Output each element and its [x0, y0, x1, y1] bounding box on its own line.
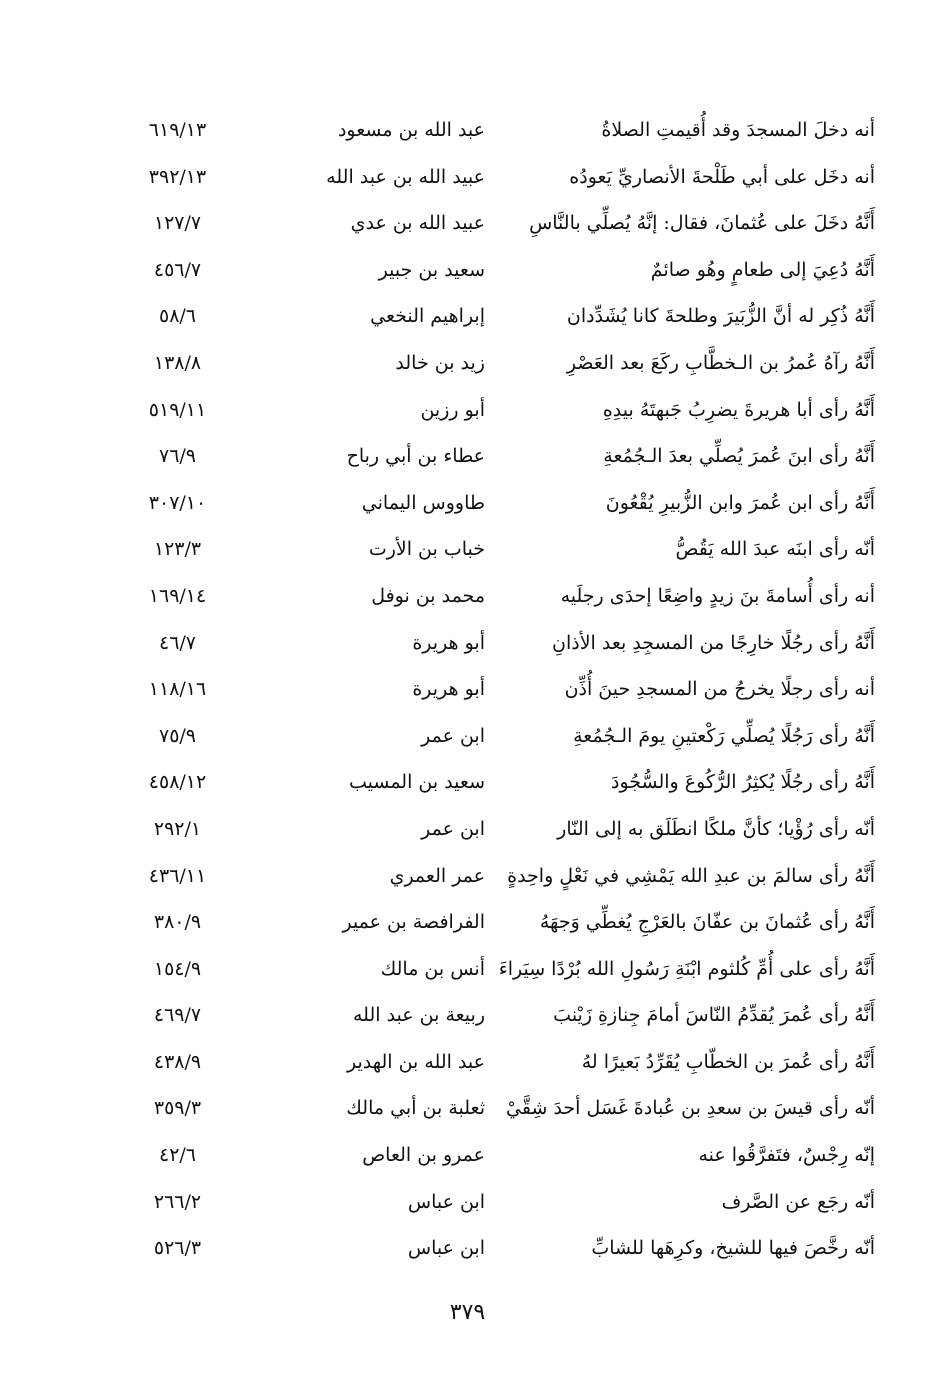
- volume-page-reference: ٤٥٦/٧: [153, 258, 202, 281]
- hadith-text: أَنَّهُ رأى رَجُلًا يُصلِّي رَكْعتينِ يومَ الـجُمُعةِ: [573, 724, 875, 747]
- narrator-name: ابن عباس: [407, 1190, 485, 1213]
- hadith-text: أَنَّهُ رآهُ عُمرُ بن الـخطَّابِ ركَعَ بعد العَصْرِ: [566, 351, 875, 374]
- hadith-text: أنه رأى أُسامةَ بنَ زيدٍ واضِعًا إحدَى رجلَيه: [560, 584, 875, 607]
- index-row: [120, 526, 875, 573]
- volume-page-reference: ٣٠٧/١٠: [148, 491, 207, 514]
- volume-page-reference: ١٣٨/٨: [153, 351, 202, 374]
- hadith-text: أَنَّهُ ذُكِر له أنَّ الزُّبَيرَ وطلحةَ كانا يُشَدِّدان: [566, 305, 875, 328]
- index-row: [120, 666, 875, 713]
- hadith-text: أَنَّهُ رأى رجُلًا خارِجًا من المسجِدِ بعد الأذانِ: [552, 631, 875, 654]
- volume-page-reference: ٢٦٦/٢: [153, 1190, 202, 1213]
- narrator-name: سعيد بن جبير: [378, 258, 485, 281]
- index-row: [120, 899, 875, 946]
- hadith-text: أَنَّهُ رأى ابن عُمرَ وابن الزُّبيرِ يُقْعُونَ: [605, 491, 875, 514]
- narrator-name: عبيد الله بن عدي: [350, 212, 485, 235]
- hadith-index-table: [120, 107, 875, 1272]
- index-row: [120, 480, 875, 527]
- volume-page-reference: ٧٦/٩: [158, 445, 197, 468]
- index-row: [120, 154, 875, 201]
- index-row: [120, 1179, 875, 1226]
- narrator-name: ابن عمر: [421, 817, 485, 840]
- index-row: [120, 247, 875, 294]
- volume-page-reference: ١٦٩/١٤: [148, 584, 207, 607]
- hadith-text: أنّه رجَع عن الصَّرف: [721, 1190, 875, 1213]
- narrator-name: عبد الله بن الهدير: [346, 1050, 485, 1073]
- hadith-text: أَنَّهُ رأى على أُمِّ كُلثوم ابْنَةِ رَسُولِ الله بُرْدًا سِيَراءَ: [498, 957, 875, 980]
- index-row: [120, 853, 875, 900]
- volume-page-reference: ١٢٣/٣: [153, 538, 202, 561]
- index-row: [120, 946, 875, 993]
- narrator-name: عمر العمري: [389, 864, 485, 887]
- narrator-name: عطاء بن أبي رباح: [346, 445, 485, 468]
- volume-page-reference: ٣٩٢/١٣: [148, 165, 207, 188]
- volume-page-reference: ٤٥٨/١٢: [148, 771, 207, 794]
- narrator-name: عبد الله بن مسعود: [337, 119, 485, 141]
- hadith-text: إنّه رِجْسٌ، فتَفرَّقُوا عنه: [698, 1144, 875, 1167]
- hadith-text: أَنَّهُ رأى أبا هريرةَ يضرِبُ جَبهتَهُ بيدِهِ: [602, 398, 875, 421]
- index-row: [120, 107, 875, 154]
- hadith-text: أنّه رخَّصَ فيها للشيخ، وكرِهَها للشابِّ: [591, 1237, 875, 1260]
- hadith-text: أَنَّهُ رأى ابنَ عُمرَ يُصلِّي بعدَ الـجُمُعةِ: [603, 445, 875, 468]
- index-row: [120, 1039, 875, 1086]
- narrator-name: سعيد بن المسيب: [348, 771, 485, 794]
- hadith-text: أَنَّهُ رأى عُثمانَ بن عفّانَ بالعَرْجِ يُغطِّي وَجهَهُ: [539, 911, 875, 934]
- volume-page-reference: ١٢٧/٧: [153, 212, 202, 235]
- narrator-name: إبراهيم النخعي: [370, 305, 485, 328]
- narrator-name: أنس بن مالك: [380, 957, 485, 980]
- hadith-text: أنّه رأى قيسَ بن سعدِ بن عُبادةَ غَسَل أحدَ شِقَّيْ: [506, 1097, 875, 1120]
- hadith-text: أَنَّهُ رأى عُمرَ بن الخطّابِ يُقَرِّدُ بَعيرًا لهُ: [581, 1050, 875, 1073]
- narrator-name: ابن عباس: [407, 1237, 485, 1260]
- narrator-name: عمرو بن العاص: [362, 1144, 485, 1167]
- narrator-name: الفرافصة بن عمير: [342, 911, 485, 934]
- hadith-text: أنه رأى رجلًا يخرجُ من المسجدِ حينَ أُذِّن: [564, 678, 875, 701]
- hadith-text: أنّه رأى ابنَه عبدَ الله يَقُصُّ: [675, 538, 875, 561]
- volume-page-reference: ٧٥/٩: [158, 724, 197, 747]
- narrator-name: ثعلبة بن أبي مالك: [346, 1097, 485, 1120]
- volume-page-reference: ٥٢٦/٣: [153, 1237, 202, 1260]
- index-row: [120, 433, 875, 480]
- index-row: [120, 340, 875, 387]
- volume-page-reference: ٥١٩/١١: [148, 398, 207, 421]
- narrator-name: عبيد الله بن عبد الله: [326, 165, 485, 188]
- narrator-name: أبو رزين: [420, 398, 485, 421]
- hadith-text: أَنَّهُ رأى رجُلًا يُكثِرُ الرُّكُوعَ والسُّجُودَ: [610, 771, 875, 794]
- volume-page-reference: ٥٨/٦: [158, 305, 197, 328]
- hadith-text: أنّه رأى رُؤْيا؛ كأنَّ ملكًا انطَلَق به إلى النّار: [557, 817, 875, 840]
- volume-page-reference: ٢٩٢/١: [153, 817, 202, 840]
- narrator-name: طاووس اليماني: [361, 491, 485, 514]
- index-row: [120, 293, 875, 340]
- volume-page-reference: ٣٥٩/٣: [153, 1097, 202, 1120]
- hadith-text: أَنَّهُ رأى عُمرَ يُقدِّمُ النّاسَ أمامَ جِنازةِ زَيْنبَ: [553, 1004, 875, 1027]
- volume-page-reference: ٤٦٩/٧: [153, 1004, 202, 1027]
- index-row: [120, 992, 875, 1039]
- narrator-name: ابن عمر: [421, 724, 485, 747]
- narrator-name: زيد بن خالد: [395, 351, 485, 374]
- volume-page-reference: ١٥٤/٩: [153, 957, 202, 980]
- hadith-text: أنه دخلَ المسجدَ وقد أُقيمتِ الصلاةُ: [601, 119, 875, 141]
- index-row: [120, 1085, 875, 1132]
- volume-page-reference: ٦١٩/١٣: [148, 119, 207, 141]
- hadith-text: أَنَّهُ رأى سالمَ بن عبدِ الله يَمْشِي في نَعْلٍ واحِدةٍ: [507, 864, 875, 887]
- hadith-text: أَنَّهُ دخَلَ على عُثمانَ، فقال: إنَّهُ يُصلِّي بالنَّاسِ: [529, 212, 875, 235]
- hadith-text: أنه دخَل على أبي طَلْحةَ الأنصاريِّ يَعودُه: [569, 165, 875, 188]
- index-row: [120, 713, 875, 760]
- volume-page-reference: ١١٨/١٦: [148, 678, 207, 701]
- index-row: [120, 1132, 875, 1179]
- narrator-name: محمد بن نوفل: [371, 584, 485, 607]
- narrator-name: أبو هريرة: [412, 631, 485, 654]
- volume-page-reference: ٤٢/٦: [158, 1144, 197, 1167]
- index-row: [120, 573, 875, 620]
- index-row: [120, 387, 875, 434]
- index-row: [120, 806, 875, 853]
- narrator-name: ربيعة بن عبد الله: [352, 1004, 485, 1027]
- index-row: [120, 200, 875, 247]
- index-row: [120, 759, 875, 806]
- volume-page-reference: ٤٦/٧: [158, 631, 197, 654]
- narrator-name: خباب بن الأرت: [368, 538, 485, 561]
- hadith-text: أَنَّهُ دُعِيَ إلى طعامٍ وهُو صائمٌ: [650, 258, 875, 281]
- index-row: [120, 620, 875, 667]
- volume-page-reference: ٤٣٨/٩: [153, 1050, 202, 1073]
- page-number: ٣٧٩: [449, 1300, 486, 1325]
- index-row: [120, 1225, 875, 1272]
- volume-page-reference: ٣٨٠/٩: [153, 911, 202, 934]
- narrator-name: أبو هريرة: [412, 678, 485, 701]
- volume-page-reference: ٤٣٦/١١: [148, 864, 207, 887]
